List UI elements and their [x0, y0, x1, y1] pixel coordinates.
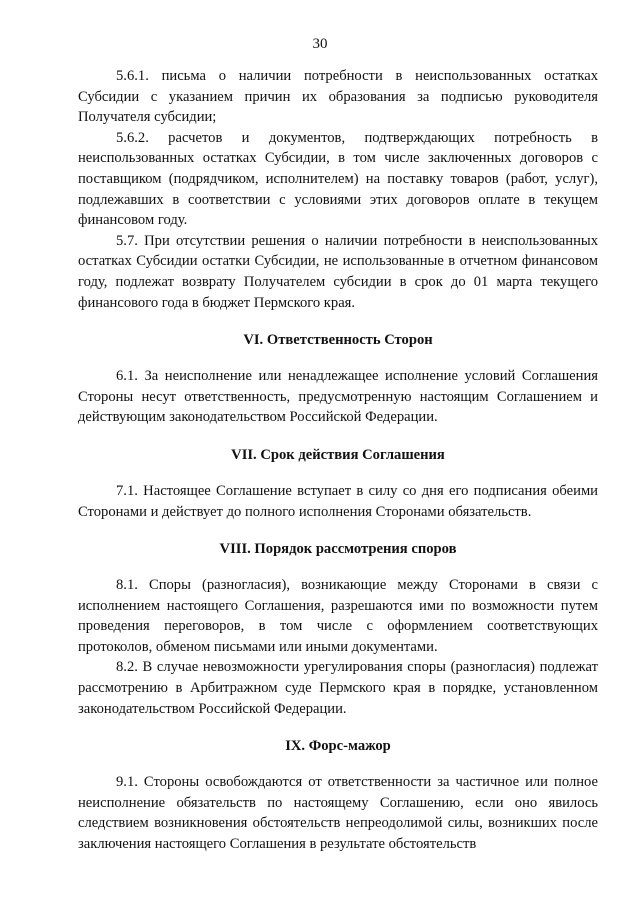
section-heading-ix: IX. Форс-мажор	[285, 738, 391, 755]
paragraph-5-6-2: 5.6.2. расчетов и документов, подтверждающих потребность в неиспользованных остатках Субсидии, в том числе заключенных договоров с поставщиком (подрядчиком, исполнителем) на поставку товаров (работ, услуг), подлежавших в соответствии с условиями этих договоров оплате в текущем финансовом году.	[78, 129, 598, 229]
paragraph-8-2: 8.2. В случае невозможности урегулирования споры (разногласия) подлежат рассмотрению в Арбитражном суде Пермского края в порядке, установленном законодательством Российской Федерации.	[78, 659, 598, 717]
paragraph-5-7: 5.7. При отсутствии решения о наличии потребности в неиспользованных остатках Субсидии остатки Субсидии, не использованные в отчетном финансовом году, подлежат возврату Получателем субсидии в срок до 01 марта текущего финансового года в бюджет Пермского края.	[78, 232, 598, 311]
section-heading-vi: VI. Ответственность Сторон	[243, 332, 433, 349]
paragraph-9-1: 9.1. Стороны освобождаются от ответственности за частичное или полное неисполнение обязательств по настоящему Соглашению, если оно явилось следствием возникновения обстоятельств непреодолимой силы, возникших после заключения настоящего Соглашения в результате обстоятельств	[78, 774, 598, 853]
page-number: 30	[312, 36, 328, 52]
paragraph-5-6-1: 5.6.1. письма о наличии потребности в неиспользованных остатках Субсидии с указанием причин их образования за подписью руководителя Получателя субсидии;	[78, 68, 598, 126]
paragraph-7-1: 7.1. Настоящее Соглашение вступает в силу со дня его подписания обеими Сторонами и действует до полного исполнения Сторонами обязательств.	[78, 482, 598, 520]
section-heading-viii: VIII. Порядок рассмотрения споров	[219, 541, 457, 558]
document-body	[78, 66, 598, 855]
paragraph-6-1: 6.1. За неисполнение или ненадлежащее исполнение условий Соглашения Стороны несут ответственность, предусмотренную настоящим Соглашением и действующим законодательством Российской Федерации.	[78, 368, 598, 426]
paragraph-8-1: 8.1. Споры (разногласия), возникающие между Сторонами в связи с исполнением настоящего Соглашения, разрешаются ими по возможности путем проведения переговоров, в том числе с оформлением соответствующих протоколов, обменом письмами или иными документами.	[78, 577, 598, 655]
section-heading-vii: VII. Срок действия Соглашения	[231, 446, 445, 463]
